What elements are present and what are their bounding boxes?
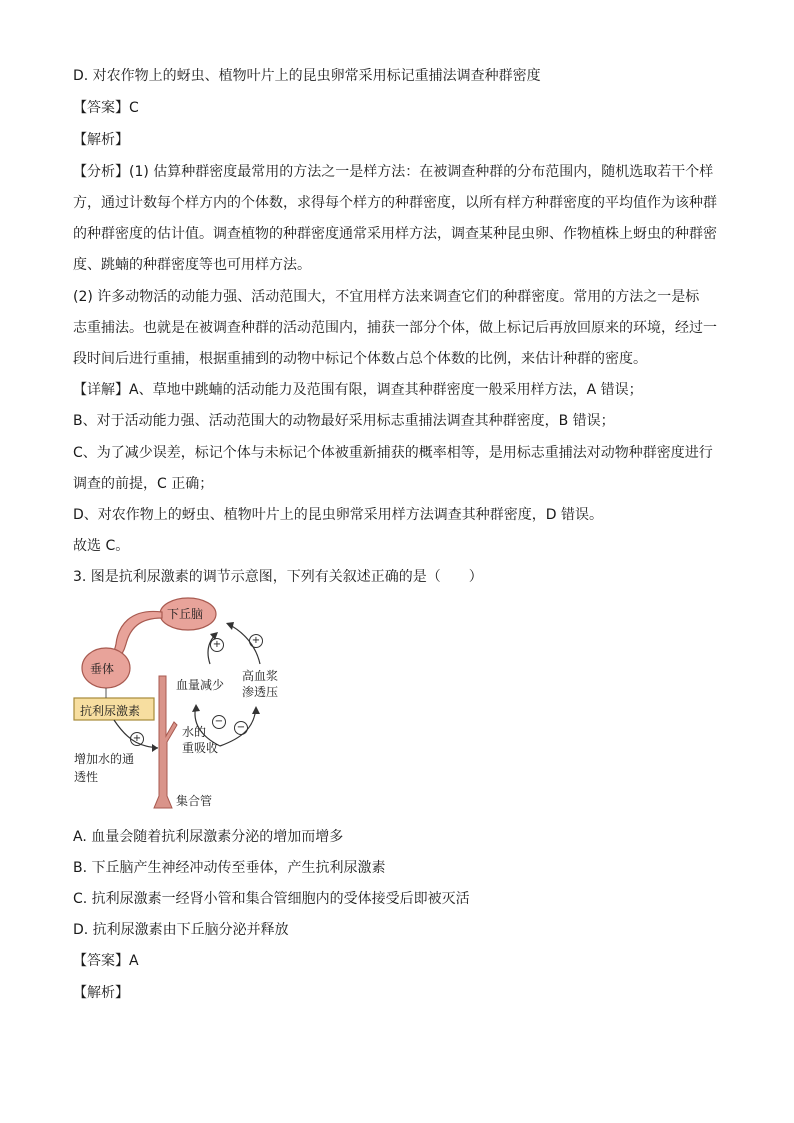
adh-label: 抗利尿激素 — [80, 704, 141, 718]
analysis-heading-2: 【解析】 — [73, 985, 129, 1001]
option-c: C. 抗利尿激素一经肾小管和集合管细胞内的受体接受后即被灭活 — [73, 891, 470, 907]
analysis-line: 志重捕法。也就是在被调查种群的活动范围内，捕获一部分个体，做上标记后再放回原来的环境，经过一 — [73, 320, 717, 336]
option-d-top: D. 对农作物上的蚜虫、植物叶片上的昆虫卵常采用标记重捕法调查种群密度 — [73, 68, 541, 84]
analysis-line: 段时间后进行重捕，根据重捕到的动物中标记个体数占总个体数的比例，来估计种群的密度。 — [73, 351, 647, 367]
adh-regulation-diagram — [70, 596, 290, 816]
option-d: D. 抗利尿激素由下丘脑分泌并释放 — [73, 922, 289, 938]
increase-permeability-line1: 增加水的通 — [74, 752, 135, 766]
pituitary-label: 垂体 — [90, 662, 115, 676]
answer-2: 【答案】A — [73, 953, 139, 969]
detail-line: 调查的前提，C 正确； — [73, 476, 214, 492]
increase-permeability-label — [74, 750, 134, 786]
water-reabsorption-line1: 水的 — [182, 725, 207, 739]
detail-line: 【详解】A、草地中跳蝻的活动能力及范围有限，调查其种群密度一般采用样方法，A 错误； — [73, 382, 643, 398]
analysis-heading-1: 【解析】 — [73, 132, 129, 148]
detail-line: B、对于活动能力强、活动范围大的动物最好采用标志重捕法调查其种群密度，B 错误； — [73, 413, 615, 429]
plus-marker: + — [130, 732, 144, 746]
analysis-line: 【分析】(1) 估算种群密度最常用的方法之一是样方法：在被调查种群的分布范围内，随机选取若干个样 — [73, 164, 714, 180]
water-reabsorption-line2: 重吸收 — [182, 741, 219, 755]
option-a: A. 血量会随着抗利尿激素分泌的增加而增多 — [73, 829, 344, 845]
question-3: 3. 图是抗利尿激素的调节示意图，下列有关叙述正确的是（ ） — [73, 569, 483, 585]
blood-decrease-label: 血量减少 — [176, 678, 225, 692]
high-osmotic-line1: 高血浆 — [242, 669, 279, 683]
analysis-line: (2) 许多动物活的动能力强、活动范围大，不宜用样方法来调查它们的种群密度。常用的方法之一是标 — [73, 289, 700, 305]
analysis-line: 度、跳蝻的种群密度等也可用样方法。 — [73, 257, 311, 273]
high-osmotic-label — [242, 668, 278, 700]
plus-marker: + — [210, 638, 224, 652]
detail-line: C、为了减少误差，标记个体与未标记个体被重新捕获的概率相等，是用标志重捕法对动物种群密度进行 — [73, 445, 713, 461]
collecting-duct-label: 集合管 — [176, 794, 213, 808]
conclusion-line: 故选 C。 — [73, 538, 130, 554]
high-osmotic-line2: 渗透压 — [242, 685, 279, 699]
answer-1: 【答案】C — [73, 100, 139, 116]
hypothalamus-label: 下丘脑 — [167, 607, 204, 621]
water-reabsorption-label — [182, 724, 218, 756]
detail-line: D、对农作物上的蚜虫、植物叶片上的昆虫卵常采用样方法调查其种群密度，D 错误。 — [73, 507, 604, 523]
increase-permeability-line2: 透性 — [74, 770, 99, 784]
option-b: B. 下丘脑产生神经冲动传至垂体，产生抗利尿激素 — [73, 860, 386, 876]
minus-marker: − — [212, 715, 226, 729]
minus-marker: − — [234, 721, 248, 735]
analysis-line: 的种群密度的估计值。调查植物的种群密度通常采用样方法，调查某种昆虫卵、作物植株上蚜虫的种群密 — [73, 226, 717, 242]
analysis-line: 方，通过计数每个样方内的个体数，求得每个样方的种群密度，以所有样方种群密度的平均值作为该种群 — [73, 195, 717, 211]
plus-marker: + — [249, 634, 263, 648]
collecting-duct-shape — [154, 676, 177, 808]
